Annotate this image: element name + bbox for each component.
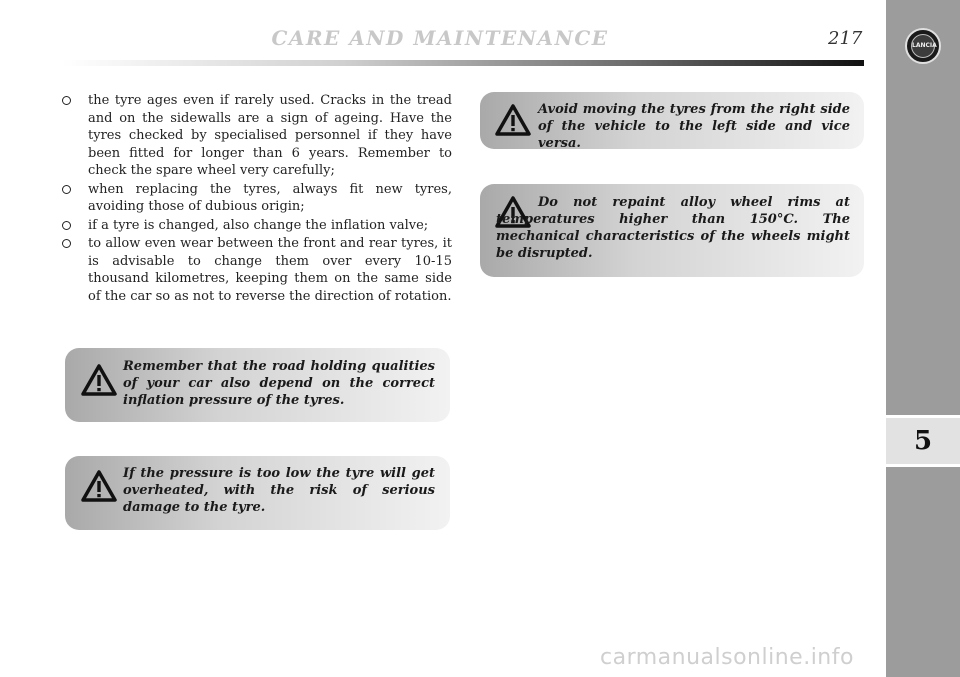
list-item-text: when replacing the tyres, always fit new tyres, avoiding those of dubious origin; [88,181,452,214]
bullet-circle-icon [62,185,71,194]
warning-text: Remember that the road holding qualities of your car also depend on the correct inflation pressure of the tyres. [123,359,435,408]
list-item-text: to allow even wear between the front and rear tyres, it is advisable to change them over every 10-15 thousand kilometres, keeping them on the same side of the car so as not to reverse the direction of rotation. [88,236,452,304]
list-item [62,217,452,235]
chapter-tab[interactable]: 5 [886,418,960,464]
warning-text: Avoid moving the tyres from the right side of the vehicle to the left side and vice versa. [538,102,850,151]
page-title: CARE AND MAINTENANCE [271,26,609,50]
tab-divider-bottom [886,464,960,467]
warning-triangle-icon [81,470,117,502]
warning-box-tyre-swap [480,92,864,149]
warning-text: Do not repaint alloy wheel rims at temperatures higher than 150°C. The mechanical characteristics of the wheels might be disrupted. [496,195,850,261]
bullet-circle-icon [62,221,71,230]
page-number: 217 [828,28,863,49]
chapter-side-strip [886,0,960,677]
bullet-circle-icon [62,239,71,248]
warning-box-road-holding [65,348,450,422]
bullet-circle-icon [62,96,71,105]
list-item [62,235,452,305]
header-rule [62,60,864,66]
list-item-text: the tyre ages even if rarely used. Cracks in the tread and on the sidewalls are a sign of ageing. Have the tyres checked by specialised personnel if they have been fitted for longer than 6 years. Remember to check the spare wheel very carefully; [88,93,452,178]
warning-triangle-icon [81,364,117,396]
tyre-advice-list [62,92,452,306]
warning-triangle-icon [495,104,531,136]
list-item-text: if a tyre is changed, also change the inflation valve; [88,217,429,233]
brand-logo [905,28,941,64]
warning-box-repaint-rims [480,184,864,277]
brand-logo-text: LANCIA [911,34,935,58]
warning-text: If the pressure is too low the tyre will get overheated, with the risk of serious damage to the tyre. [123,466,435,515]
watermark: carmanualsonline.info [600,645,854,670]
list-item [62,92,452,180]
list-item [62,181,452,216]
warning-box-low-pressure [65,456,450,530]
